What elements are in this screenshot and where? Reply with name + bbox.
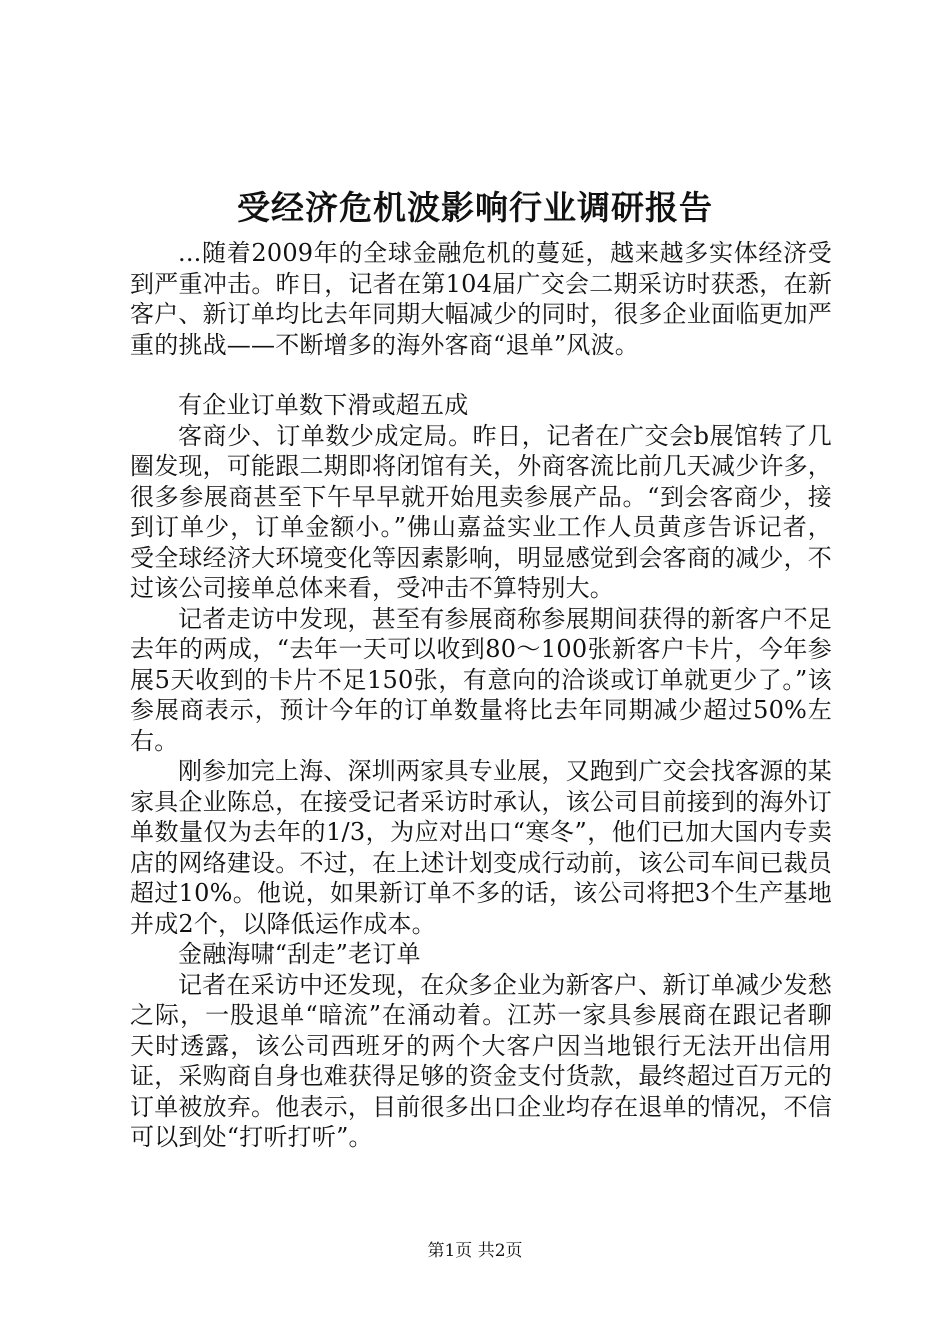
section-heading-financial-tsunami: 金融海啸“刮走”老订单: [178, 940, 421, 968]
paragraph-gap: [130, 360, 832, 390]
intro-paragraph: ...随着2009年的全球金融危机的蔓延，越来越多实体经济受到严重冲击。昨日，记者在第104届广交会二期采访时获悉，在新客户、新订单均比去年同期大幅减少的同时，很多企业面临更加严重的挑战——不断增多的海外客商“退单”风波。: [130, 239, 832, 359]
document-body: [130, 238, 832, 1153]
body-paragraph: 刚参加完上海、深圳两家具专业展，又跑到广交会找客源的某家具企业陈总，在接受记者采访时承认，该公司目前接到的海外订单数量仅为去年的1/3，为应对出口“寒冬”，他们已加大国内专卖店的网络建设。不过，在上述计划变成行动前，该公司车间已裁员超过10%。他说，如果新订单不多的话，该公司将把3个生产基地并成2个，以降低运作成本。: [130, 757, 832, 938]
body-paragraph: 记者走访中发现，甚至有参展商称参展期间获得的新客户不足去年的两成，“去年一天可以收到80～100张新客户卡片，今年参展5天收到的卡片不足150张，有意向的洽谈或订单就更少了。”该参展商表示，预计今年的订单数量将比去年同期减少超过50%左右。: [130, 604, 832, 755]
body-paragraph: 记者在采访中还发现，在众多企业为新客户、新订单减少发愁之际，一股退单“暗流”在涌动着。江苏一家具参展商在跟记者聊天时透露，该公司西班牙的两个大客户因当地银行无法开出信用证，采购商自身也难获得足够的资金支付货款，最终超过百万元的订单被放弃。他表示，目前很多出口企业均存在退单的情况，不信可以到处“打听打听”。: [130, 970, 832, 1151]
page-number-footer: 第1页 共2页: [427, 1241, 523, 1261]
body-paragraph: 客商少、订单数少成定局。昨日，记者在广交会b展馆转了几圈发现，可能跟二期即将闭馆有关，外商客流比前几天减少许多，很多参展商甚至下午早早就开始甩卖参展产品。“到会客商少，接到订单少，订单金额小。”佛山嘉益实业工作人员黄彦告诉记者，受全球经济大环境变化等因素影响，明显感觉到会客商的减少，不过该公司接单总体来看，受冲击不算特别大。: [130, 421, 832, 602]
document-title: 受经济危机波影响行业调研报告: [237, 188, 713, 227]
section-heading-orders-decline: 有企业订单数下滑或超五成: [178, 391, 469, 419]
